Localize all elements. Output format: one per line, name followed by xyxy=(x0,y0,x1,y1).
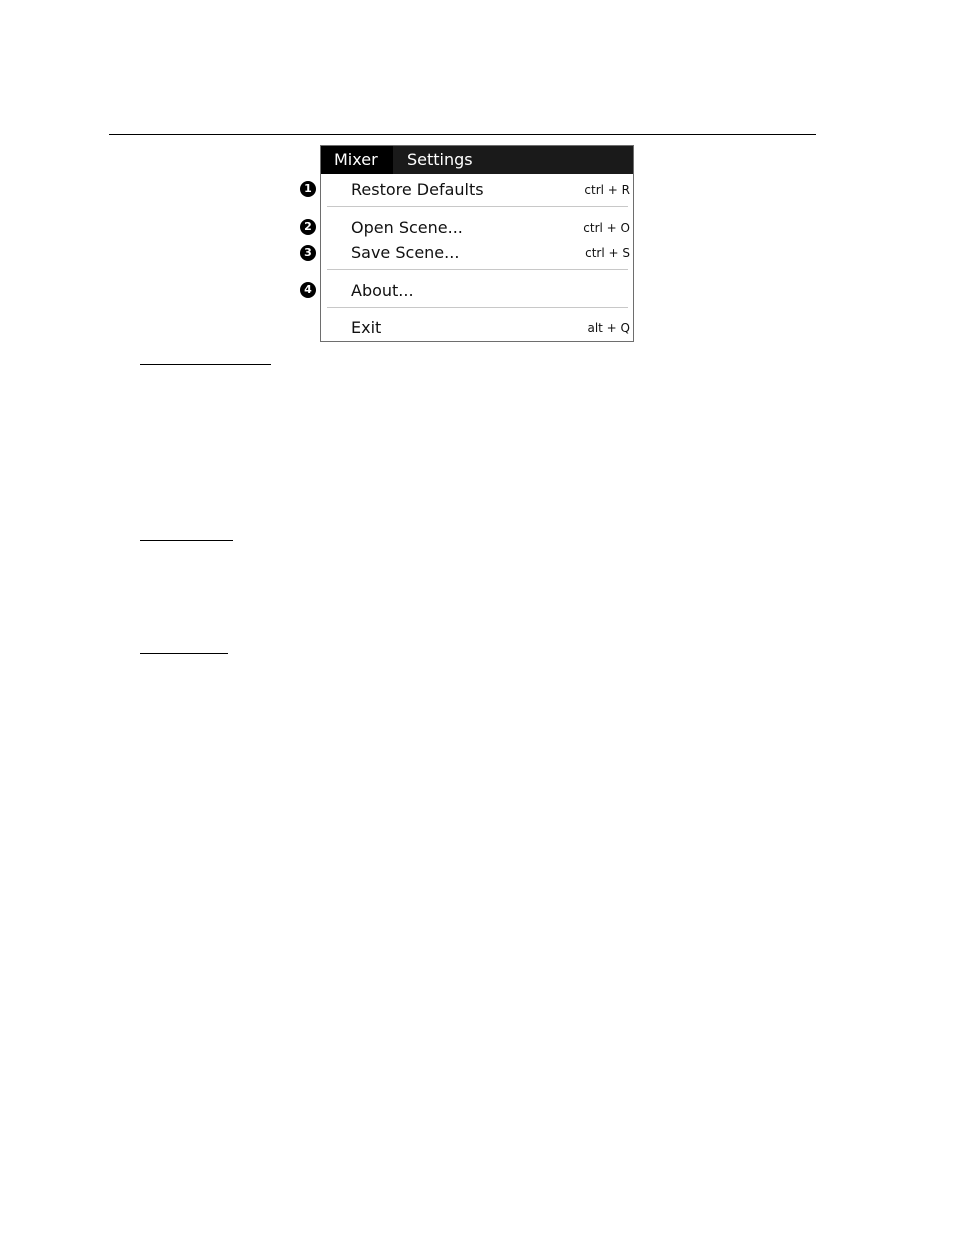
menu-item-label: About... xyxy=(351,281,414,300)
menu-separator xyxy=(327,269,628,270)
callout-4-icon: 4 xyxy=(300,282,316,298)
menubar-settings[interactable]: Settings xyxy=(407,150,473,169)
callout-1-icon: 1 xyxy=(300,181,316,197)
menu-item-open-scene[interactable] xyxy=(321,216,633,240)
menu-item-label: Restore Defaults xyxy=(351,180,484,199)
menu-item-label: Open Scene... xyxy=(351,218,463,237)
menu-separator xyxy=(327,307,628,308)
menu-item-label: Save Scene... xyxy=(351,243,460,262)
menubar xyxy=(321,146,633,174)
menu-item-about[interactable] xyxy=(321,279,633,303)
callout-2-icon: 2 xyxy=(300,219,316,235)
menu-item-label: Exit xyxy=(351,318,382,337)
section-heading-underline xyxy=(140,653,228,654)
header-rule xyxy=(109,134,816,135)
menubar-mixer[interactable]: Mixer xyxy=(321,146,393,174)
menu-item-exit[interactable] xyxy=(321,316,633,340)
section-heading-underline xyxy=(140,540,233,541)
menu-item-restore-defaults[interactable] xyxy=(321,178,633,202)
menu-item-shortcut: ctrl + R xyxy=(584,183,630,197)
section-heading-underline xyxy=(140,364,271,365)
menu-item-shortcut: ctrl + S xyxy=(585,246,630,260)
menu-item-shortcut: ctrl + O xyxy=(583,221,630,235)
mixer-menu-screenshot xyxy=(320,145,634,342)
callout-3-icon: 3 xyxy=(300,245,316,261)
menu-item-save-scene[interactable] xyxy=(321,241,633,265)
menu-item-shortcut: alt + Q xyxy=(587,321,630,335)
menu-separator xyxy=(327,206,628,207)
